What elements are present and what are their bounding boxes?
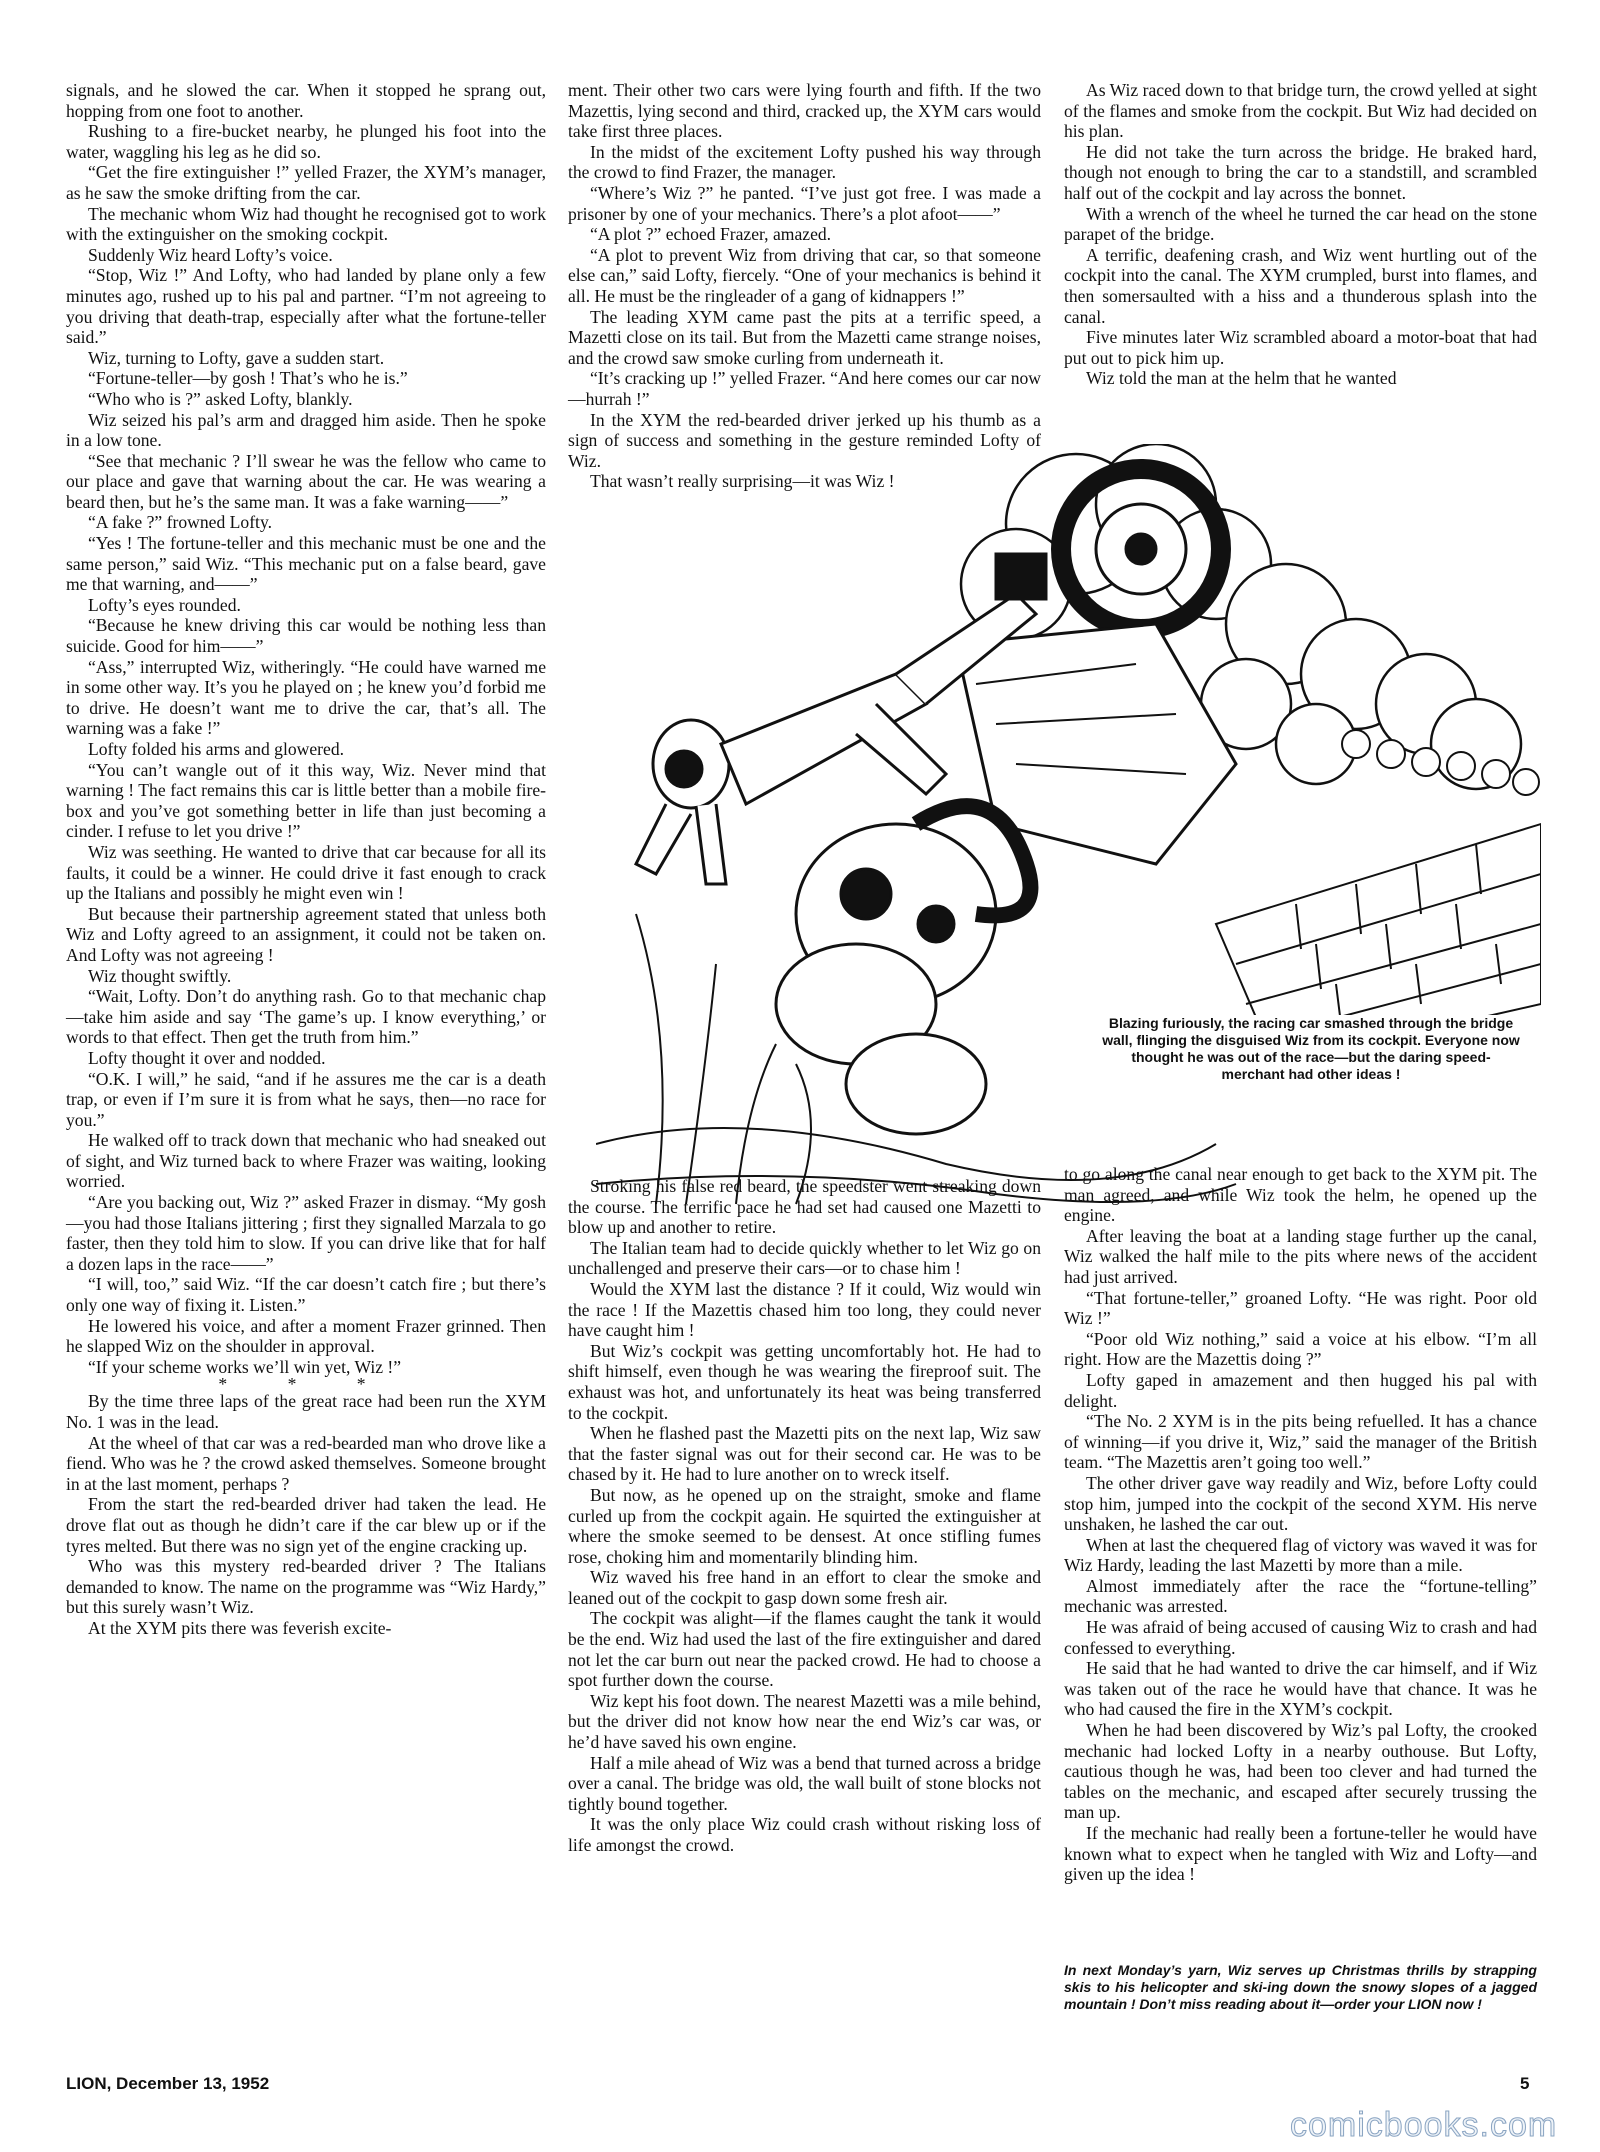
crash-drawing — [596, 444, 1541, 1214]
story-paragraph: “A plot to prevent Wiz from driving that car, so that someone else can,” said Lofty, fiercely. “One of your mechanics is behind it all. He must be the ringleader of a gang of kidnappers !” — [568, 244, 1041, 306]
story-paragraph: “Wait, Lofty. Don’t do anything rash. Go to that mechanic chap—take him aside and say ‘The game’s up. I know everything,’ or words to that effect. Then get the truth from him.” — [66, 986, 546, 1048]
story-paragraph: At the XYM pits there was feverish excite- — [88, 1617, 392, 1638]
story-paragraph: “Where’s Wiz ?” he panted. “I’ve just got free. I was made a prisoner by one of your mechanics. There’s a plot afoot——” — [568, 182, 1041, 224]
story-paragraph: Rushing to a fire-bucket nearby, he plunged his foot into the water, waggling his leg as he did so. — [66, 121, 546, 162]
story-paragraph: By the time three laps of the great race had been run the XYM No. 1 was in the lead. — [66, 1391, 546, 1432]
story-paragraph: He said that he had wanted to drive the car himself, and if Wiz was taken out of the race he would have that chance. It was he who had caused the fire in the XYM’s cockpit. — [1064, 1658, 1537, 1720]
engine-wreck — [776, 806, 1030, 1134]
story-paragraph: Lofty thought it over and nodded. — [88, 1047, 326, 1068]
story-paragraph: “Who who is ?” asked Lofty, blankly. — [88, 388, 353, 409]
story-column-2-bottom — [568, 1176, 1041, 1856]
story-paragraph: ment. Their other two cars were lying fourth and fifth. If the two Mazettis, lying second and third, cracked up, the XYM cars would take first three places. — [568, 80, 1041, 142]
story-paragraph: He was afraid of being accused of causing Wiz to crash and had confessed to everything. — [1064, 1617, 1537, 1658]
story-paragraph: Lofty’s eyes rounded. — [88, 594, 241, 615]
story-column-3-top — [1064, 80, 1537, 389]
story-paragraph: If the mechanic had really been a fortune-teller he would have known what to expect when he tangled with Wiz and Lofty—and given up the idea ! — [1064, 1823, 1537, 1885]
story-paragraph: In the midst of the excitement Lofty pushed his way through the crowd to find Frazer, the manager. — [568, 141, 1041, 183]
story-paragraph: “A plot ?” echoed Frazer, amazed. — [590, 224, 832, 245]
story-paragraph: When he had been discovered by Wiz’s pal Lofty, the crooked mechanic had locked Lofty in a nearby outhouse. But Lofty, cautious though he was, had been too clever and had turned the tables on the mechanic, and escaped after securely trussing the man up. — [1064, 1720, 1537, 1823]
story-paragraph: The mechanic whom Wiz had thought he recognised got to work with the extinguisher on the smoking cockpit. — [66, 203, 546, 245]
story-paragraph: Suddenly Wiz heard Lofty’s voice. — [88, 244, 333, 265]
story-column-3-bottom — [1064, 1164, 1537, 1885]
story-paragraph: It was the only place Wiz could crash without risking loss of life amongst the crowd. — [568, 1814, 1041, 1855]
story-paragraph: Would the XYM last the distance ? If it could, Wiz would win the race ! If the Mazettis chased him too long, they could never have caught him ! — [568, 1278, 1041, 1341]
story-paragraph: “You can’t wangle out of it this way, Wiz. Never mind that warning ! The fact remains this car is little better than a mobile fire-box and you’ve got something better in life than just becoming a cinder. I refuse to let you drive !” — [66, 759, 546, 842]
story-paragraph: “Yes ! The fortune-teller and this mechanic must be one and the same person,” said Wiz. “This mechanic put on a false beard, gave me that warning, and——” — [66, 533, 546, 595]
story-paragraph: But because their partnership agreement stated that unless both Wiz and Lofty agreed to an assignment, it could not be taken on. And Lofty was not agreeing ! — [66, 903, 546, 965]
story-paragraph: From the start the red-bearded driver had taken the lead. He drove flat out as though he didn’t care if the car blew up or if the tyres melted. But there was no sign yet of the engine cracking up. — [66, 1494, 546, 1556]
story-paragraph: The cockpit was alight—if the flames caught the tank it would be the end. Wiz had used the last of the fire extinguisher and dared not let the car burn out near the packed crowd. He had to choose a spot further down the course. — [568, 1608, 1041, 1691]
story-paragraph: A terrific, deafening crash, and Wiz went hurtling out of the cockpit into the canal. The XYM crumpled, burst into flames, and then somersaulted with a hiss and a thunderous splash into the canal. — [1064, 244, 1537, 327]
story-paragraph: Stroking his false red beard, the speedster went streaking down the course. The terrific pace he had set had caused one Mazetti to blow up and another to retire. — [568, 1176, 1041, 1238]
story-column-2-top — [568, 80, 1041, 492]
story-paragraph: “See that mechanic ? I’ll swear he was the fellow who came to our place and gave that warning about the car. He was wearing a beard then, but he’s the same man. It was a fake warning——” — [66, 450, 546, 512]
story-paragraph: Lofty folded his arms and glowered. — [88, 739, 345, 759]
story-paragraph: Who was this mystery red-bearded driver ? The Italians demanded to know. The name on the programme was “Wiz Hardy,” but this surely wasn’t Wiz. — [66, 1556, 546, 1618]
story-paragraph: “Get the fire extinguisher !” yelled Frazer, the XYM’s manager, as he saw the smoke drifting from the car. — [66, 162, 546, 203]
story-paragraph: Wiz told the man at the helm that he wanted — [1086, 368, 1397, 389]
story-paragraph: “That fortune-teller,” groaned Lofty. “He was right. Poor old Wiz !” — [1064, 1287, 1537, 1329]
story-paragraph: He walked off to track down that mechanic who had sneaked out of sight, and Wiz turned back to where Frazer was waiting, looking worried. — [66, 1130, 546, 1192]
watermark: comicbooks.com — [1290, 2106, 1558, 2144]
illustration-caption: Blazing furiously, the racing car smashed through the bridge wall, flinging the disguised Wiz from its cockpit. Everyone now thought he was out of the race—but the daring speed-merchant had other ideas ! — [1102, 1015, 1520, 1082]
story-paragraph: * * * — [218, 1374, 394, 1395]
story-paragraph: “Are you backing out, Wiz ?” asked Frazer in dismay. “My gosh—you had those Italians jittering ; first they signalled Marzala to go faster, then they told him to slow. If you can drive like that for half a dozen laps in the race——” — [66, 1192, 546, 1274]
next-issue-teaser: In next Monday’s yarn, Wiz serves up Christmas thrills by strapping skis to his helicopter and ski-ing down the snowy slopes of a jagged mountain ! Don’t miss reading about it—order your LION now ! — [1064, 1962, 1537, 2012]
story-paragraph: Five minutes later Wiz scrambled aboard a motor-boat that had put out to pick him up. — [1064, 327, 1537, 368]
story-paragraph: After leaving the boat at a landing stage further up the canal, Wiz walked the half mile to the pits where news of the accident had just arrived. — [1064, 1225, 1537, 1287]
story-paragraph: “If your scheme works we’ll win yet, Wiz !” — [88, 1356, 402, 1377]
story-paragraph: “I will, too,” said Wiz. “If the car doesn’t catch fire ; but there’s only one way of fixing it. Listen.” — [66, 1274, 546, 1316]
story-paragraph: “Poor old Wiz nothing,” said a voice at his elbow. “I’m all right. How are the Mazettis doing ?” — [1064, 1328, 1537, 1370]
story-paragraph: When he flashed past the Mazetti pits on the next lap, Wiz saw that the faster signal was out for their second car. He was to be chased by it. He had to lure another on to wreck itself. — [568, 1423, 1041, 1485]
story-paragraph: But Wiz’s cockpit was getting uncomfortably hot. He had to shift himself, even though he was wearing the fireproof suit. The exhaust was hot, and unfortunately its heat was being transferred to the cockpit. — [568, 1340, 1041, 1423]
story-paragraph: “Fortune-teller—by gosh ! That’s who he is.” — [88, 368, 408, 389]
story-paragraph: “The No. 2 XYM is in the pits being refuelled. It has a chance of winning—if you drive it, Wiz,” said the manager of the British team. “The Mazettis aren’t going too well.” — [1064, 1411, 1537, 1473]
publication-footer: LION, December 13, 1952 — [66, 2074, 270, 2093]
story-paragraph: “A fake ?” frowned Lofty. — [88, 512, 272, 533]
story-paragraph: “Because he knew driving this car would be nothing less than suicide. Good for him——” — [66, 615, 546, 657]
story-paragraph: Wiz waved his free hand in an effort to clear the smoke and leaned out of the cockpit to gasp down some fresh air. — [568, 1567, 1041, 1608]
story-paragraph: When at last the chequered flag of victory was waved it was for Wiz Hardy, leading the last Mazetti by more than a mile. — [1064, 1534, 1537, 1576]
story-paragraph: The Italian team had to decide quickly whether to let Wiz go on unchallenged and preserve their cars—or to chase him ! — [568, 1237, 1041, 1279]
crash-illustration — [596, 444, 1541, 1214]
story-paragraph: As Wiz raced down to that bridge turn, the crowd yelled at sight of the flames and smoke from the cockpit. But Wiz had decided on his plan. — [1064, 80, 1537, 142]
story-paragraph: Wiz kept his foot down. The nearest Mazetti was a mile behind, but the driver did not know how near the end Wiz’s car was, or he’d have saved his own engine. — [568, 1690, 1041, 1753]
story-paragraph: Wiz was seething. He wanted to drive that car because for all its faults, it could be a winner. He could drive it fast enough to crack up the Italians and possibly he might even win ! — [66, 841, 546, 904]
story-paragraph: With a wrench of the wheel he turned the car head on the stone parapet of the bridge. — [1064, 203, 1537, 245]
story-paragraph: Lofty gaped in amazement and then hugged his pal with delight. — [1064, 1369, 1537, 1411]
story-column-1 — [66, 80, 546, 1639]
story-paragraph: to go along the canal near enough to get back to the XYM pit. The man agreed, and while Wiz took the helm, he opened up the engine. — [1064, 1164, 1537, 1226]
story-paragraph: But now, as he opened up on the straight, smoke and flame curled up from the cockpit again. He squirted the extinguisher at where the smoke seemed to be densest. At once stifling fumes rose, choking him and momentarily blinding him. — [568, 1484, 1041, 1567]
story-paragraph: “It’s cracking up !” yelled Frazer. “And here comes our car now—hurrah !” — [568, 368, 1041, 409]
story-paragraph: He lowered his voice, and after a moment Frazer grinned. Then he slapped Wiz on the shoulder in approval. — [66, 1315, 546, 1357]
story-paragraph: “Ass,” interrupted Wiz, witheringly. “He could have warned me in some other way. It’s you he played on ; he knew you’d forbid me to drive. He doesn’t want me to drive the car, that’s all. The warning was a fake !” — [66, 656, 546, 739]
story-paragraph: In the XYM the red-bearded driver jerked up his thumb as a sign of success and something in the gesture reminded Lofty of Wiz. — [568, 409, 1041, 471]
story-paragraph: Wiz seized his pal’s arm and dragged him aside. Then he spoke in a low tone. — [66, 409, 546, 451]
story-paragraph: The leading XYM came past the pits at a terrific speed, a Mazetti close on its tail. But from the Mazetti came strange noises, and the crowd saw smoke curling from underneath it. — [568, 306, 1041, 368]
story-paragraph: He did not take the turn across the bridge. He braked hard, though not enough to bring the car to a standstill, and scrambled half out of the cockpit and lay across the bonnet. — [1064, 141, 1537, 203]
story-paragraph: That wasn’t really surprising—it was Wiz ! — [590, 471, 895, 492]
page-number: 5 — [1520, 2074, 1530, 2093]
story-paragraph: At the wheel of that car was a red-bearded man who drove like a fiend. Who was he ? the crowd asked themselves. Someone brought in at the last moment, perhaps ? — [66, 1432, 546, 1494]
story-paragraph: Almost immediately after the race the “fortune-telling” mechanic was arrested. — [1064, 1575, 1537, 1617]
story-paragraph: “O.K. I will,” he said, “and if he assures me the car is a death trap, or even if I’m sure it is from what he says, then—no race for you.” — [66, 1068, 546, 1130]
story-paragraph: Wiz, turning to Lofty, gave a sudden start. — [88, 347, 385, 368]
story-paragraph: Wiz thought swiftly. — [88, 965, 232, 986]
story-paragraph: signals, and he slowed the car. When it stopped he sprang out, hopping from one foot to another. — [66, 80, 546, 121]
story-paragraph: “Stop, Wiz !” And Lofty, who had landed by plane only a few minutes ago, rushed up to his pal and partner. “I’m not agreeing to you driving that death-trap, especially after what the fortune-teller said.” — [66, 265, 546, 348]
story-paragraph: The other driver gave way readily and Wiz, before Lofty could stop him, jumped into the cockpit of the second XYM. His nerve unshaken, he lashed the car out. — [1064, 1472, 1537, 1535]
story-paragraph: Half a mile ahead of Wiz was a bend that turned across a bridge over a canal. The bridge was old, the wall built of stone blocks not tightly bound together. — [568, 1752, 1041, 1814]
